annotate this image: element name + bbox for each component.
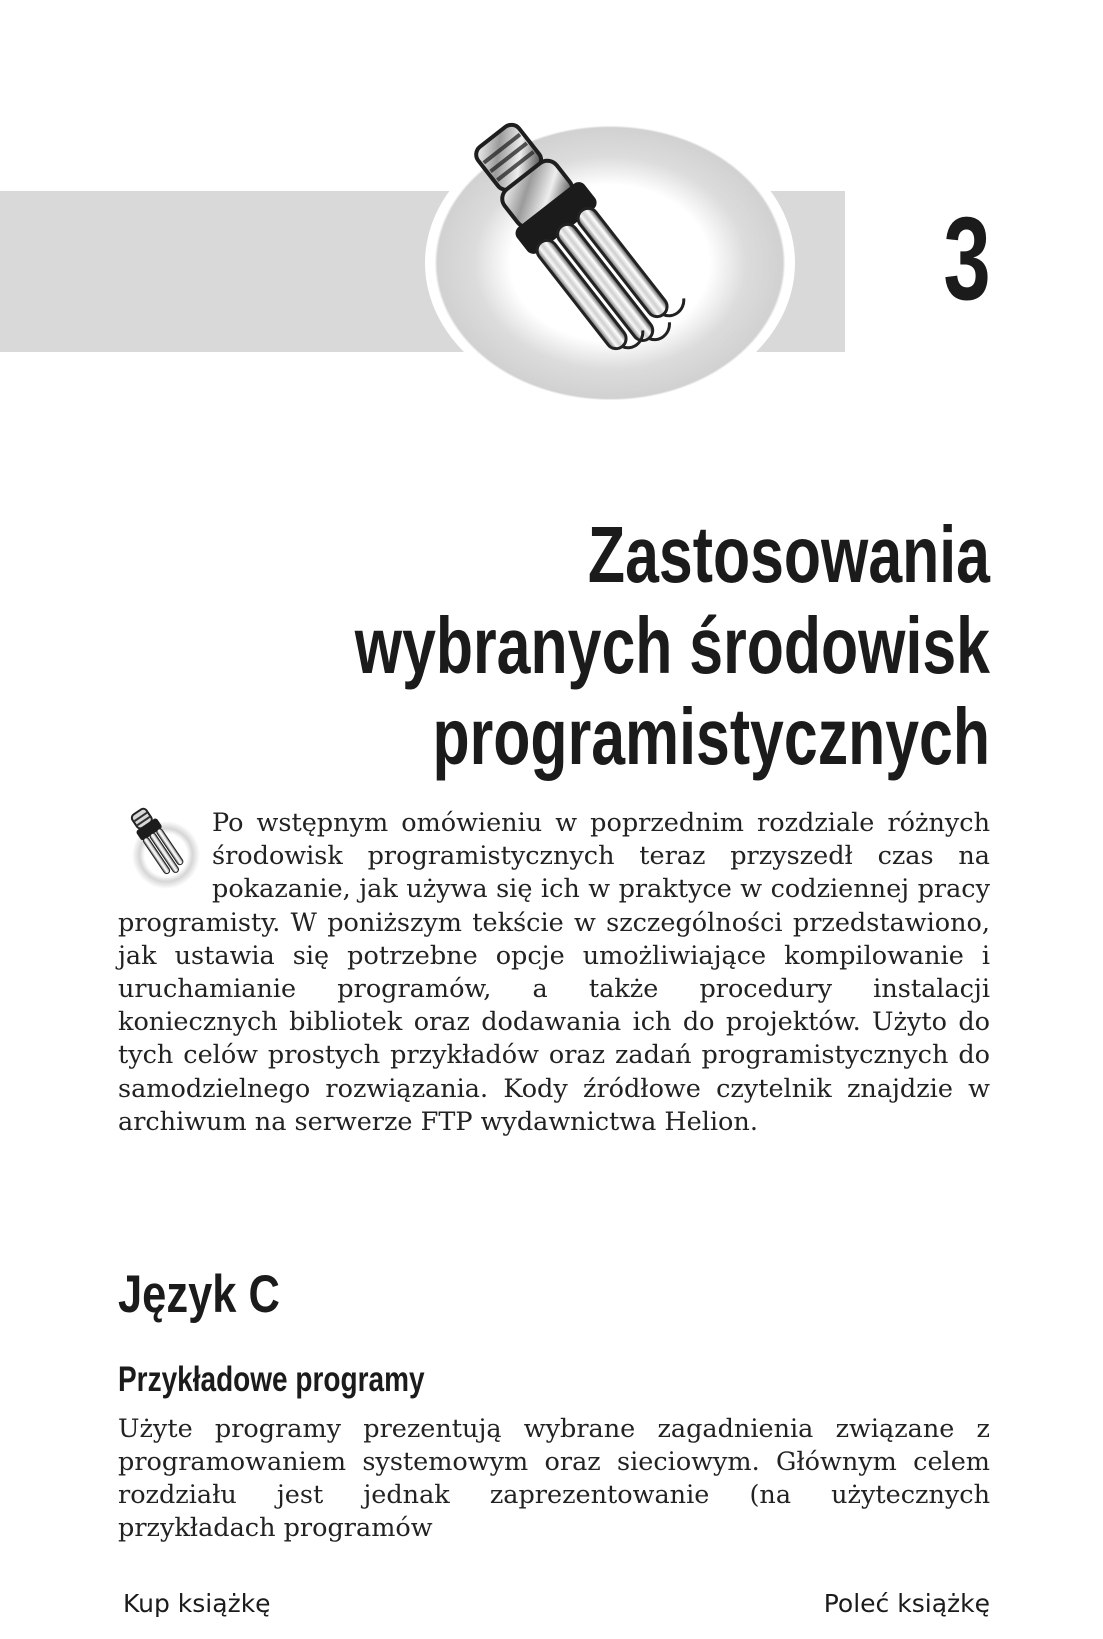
section-heading: Język C — [118, 1264, 280, 1324]
light-bulb-icon — [124, 803, 202, 891]
chapter-title-line: wybranych środowisk — [354, 600, 990, 690]
light-bulb-icon — [435, 110, 735, 370]
chapter-title — [90, 509, 990, 782]
intro-text: Po wstępnym omówieniu w poprzednim rozdziale różnych środowisk programistycznych teraz przyszedł czas na pokazanie, jak używa się ich w praktyce w codziennej pracy programisty. W poniższym tekście w szczególności przedstawiono, jak ustawia się potrzebne opcje umożliwiające kompilowanie i uruchamianie programów, a także procedury instalacji koniecznych bibliotek oraz dodawania ich do projektów. Użyto do tych celów prostych przykładów oraz zadań programistycznych do samodzielnego rozwiązania. Kody źródłowe czytelnik znajdzie w archiwum na serwerze FTP wydawnictwa Helion. — [118, 808, 990, 1137]
chapter-title-line: programistycznych — [432, 691, 990, 781]
subsection-heading: Przykładowe programy — [118, 1360, 425, 1399]
recommend-book-link[interactable]: Poleć książkę — [823, 1589, 990, 1618]
chapter-number: 3 — [943, 193, 991, 325]
intro-paragraph — [118, 807, 990, 1139]
section-body-text: Użyte programy prezentują wybrane zagadnienia związane z programowaniem systemowym oraz sieciowym. Głównym celem rozdziału jest jednak zaprezentowanie (na użytecznych przykładach programów — [118, 1413, 990, 1544]
buy-book-link[interactable]: Kup książkę — [123, 1589, 271, 1618]
chapter-title-line: Zastosowania — [587, 509, 990, 599]
